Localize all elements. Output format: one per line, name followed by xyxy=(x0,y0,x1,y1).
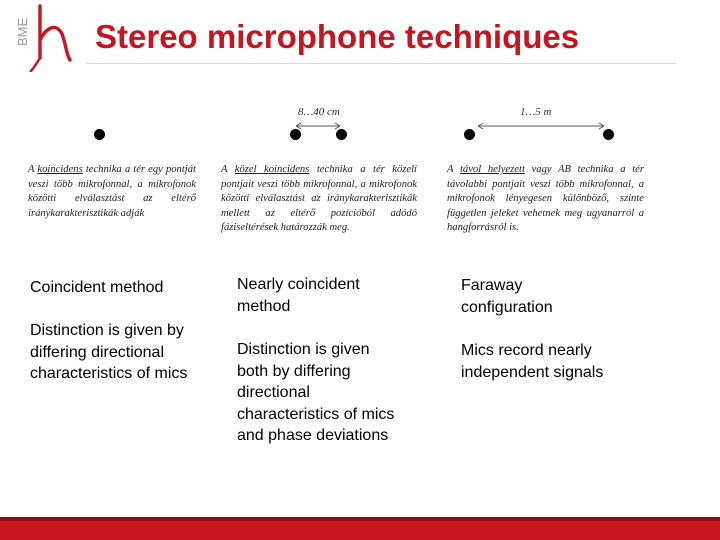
technique-description: Mics record nearly independent signals xyxy=(461,342,604,381)
footer-bar xyxy=(0,517,720,540)
technique-heading: Coincident method xyxy=(30,279,164,296)
microphone-icon xyxy=(464,129,475,140)
term-highlight: távol helyezett xyxy=(459,164,525,175)
term-highlight: koincidens xyxy=(37,164,83,175)
term-highlight: közel koincidens xyxy=(234,164,310,175)
technique-heading: Nearly coincident method xyxy=(237,276,360,315)
microphone-icon xyxy=(94,129,105,140)
slide-title: Stereo microphone techniques xyxy=(95,18,580,55)
footer-stripe xyxy=(0,517,720,521)
spacing-label: 1…5 m xyxy=(520,106,552,118)
hungarian-caption: A közel koincidens technika a tér közeli pontjait veszi több mikrofonnal, a mikrofonok közötti elválasztást az iránykarakterisztikák mellett az eltérő pozícióból adódó fáziseltérések határozzák meg. xyxy=(221,164,417,234)
microphone-icon xyxy=(290,129,301,140)
diagram-faraway xyxy=(462,100,622,148)
hungarian-caption: A koincidens technika a tér egy pontját veszi több mikrofonnal, a mikrofonok közötti elválasztást az eltérő iránykarakterisztikák adják xyxy=(28,164,196,219)
bme-logo-text: BME xyxy=(15,17,30,46)
diagram-nearly-coincident xyxy=(280,100,360,148)
diagram-coincident xyxy=(80,100,120,148)
technique-description: Distinction is given by differing directional characteristics of mics xyxy=(30,322,188,382)
microphone-icon xyxy=(603,129,614,140)
spacing-label: 8…40 cm xyxy=(298,106,340,118)
bme-logo xyxy=(0,0,80,72)
technique-heading: Faraway configuration xyxy=(461,277,553,316)
bme-logo-mark xyxy=(40,6,70,60)
spacing-arrow-icon xyxy=(462,120,622,132)
hungarian-caption: A távol helyezett vagy AB technika a tér távolabbi pontjait veszi több mikrofonnal, a mikrofonok lényegesen különböző, szinte független jeleket vehetnek meg ugyanarról a hangforrásról is. xyxy=(447,164,644,234)
technique-description: Distinction is given both by differing directional characteristics of mics and phase deviations xyxy=(237,341,395,444)
microphone-icon xyxy=(336,129,347,140)
title-divider xyxy=(86,63,676,64)
